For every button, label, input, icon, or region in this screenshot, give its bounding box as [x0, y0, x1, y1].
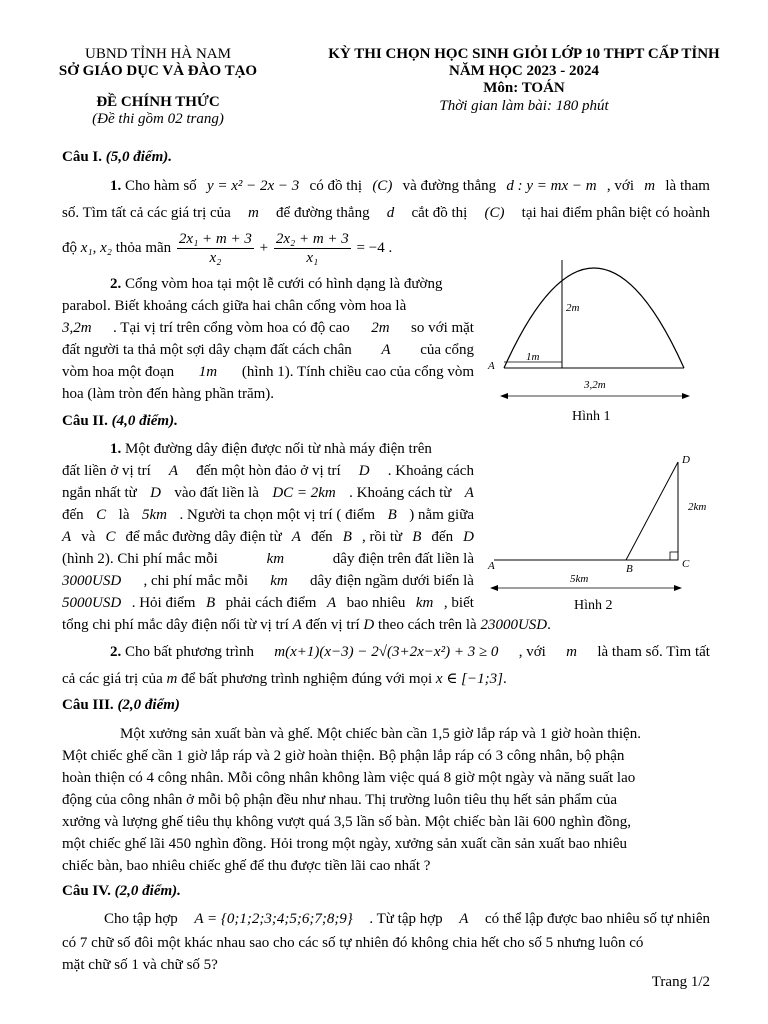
text: tại hai điểm phân biệt có hoành — [521, 205, 710, 221]
header-subject: Môn: TOÁN — [483, 80, 565, 96]
text: để mắc đường dây điện từ — [125, 529, 282, 545]
header-page-count: (Đề thi gồm 02 trang) — [92, 111, 224, 127]
text: Cho tập hợp — [104, 911, 178, 927]
math-m: m — [166, 671, 178, 687]
text: dây điện trên đất liền là — [332, 551, 474, 567]
fraction-2 — [274, 230, 351, 267]
text: đất người ta thả một sợi dây chạm đất cách chân — [62, 342, 352, 358]
text: là — [118, 507, 130, 523]
q2-title: Câu II. — [62, 413, 108, 429]
q2-p1-line6 — [62, 548, 474, 570]
text: , với — [606, 178, 634, 194]
text: động của công nhân ở mỗi bộ phận đều như nhau. Thị trường luôn tiêu thụ hết sản phẩm của — [62, 792, 618, 808]
text: ngắn nhất từ — [62, 485, 137, 501]
text: . Người ta chọn một vị trí ( điểm — [179, 507, 376, 523]
page-number: Trang 1/2 — [651, 974, 710, 990]
q3-line3 — [62, 767, 710, 789]
math-C: (C) — [372, 178, 393, 194]
text: và đường thẳng — [402, 178, 497, 194]
fig2-label-D: D — [682, 454, 690, 466]
math-inequality: m(x+1)(x−3) − 2√(3+2x−x²) + 3 ≥ 0 — [274, 644, 499, 660]
text: (hình 2). Chi phí mắc mỗi — [62, 551, 218, 567]
text: Cho hàm số — [125, 178, 197, 194]
q3-line4 — [62, 789, 710, 811]
arrow-right — [674, 585, 682, 591]
q1-heading — [62, 146, 710, 168]
header-school-year: NĂM HỌC 2023 - 2024 — [449, 63, 599, 79]
q4-title: Câu IV. — [62, 883, 111, 899]
q4-line1 — [62, 908, 710, 930]
math-A: A — [381, 342, 391, 358]
text: phải cách điểm — [225, 595, 317, 611]
q3-title: Câu III. — [62, 697, 114, 713]
fraction-2-denominator: x₁ — [306, 250, 319, 267]
fig2-label-5km: 5km — [570, 573, 589, 585]
text: Cổng vòm hoa tại một lễ cưới có hình dạng là đường — [125, 276, 443, 292]
q2-p2-line2 — [62, 668, 710, 690]
fig2-label-B: B — [626, 563, 633, 575]
fraction-1-denominator: x₂ — [209, 250, 222, 267]
text: hoàn thiện có 4 công nhân. Mỗi công nhân không làm việc quá 8 giờ một ngày và năng suất lao — [62, 770, 636, 786]
q2-p1-line3 — [62, 482, 474, 504]
q2-points: (4,0 điểm). — [111, 413, 178, 429]
math-A: A — [464, 485, 474, 501]
q1-p1-line2 — [62, 202, 710, 224]
text: thỏa mãn — [115, 240, 172, 256]
text: hoa (làm tròn đến hàng phần trăm). — [62, 386, 275, 402]
fig1-caption: Hình 1 — [572, 409, 611, 424]
q2-p1-line7 — [62, 570, 474, 592]
q2-p2-line1 — [62, 641, 710, 663]
text: dây điện ngầm dưới biển là — [310, 573, 474, 589]
header-time: Thời gian làm bài: 180 phút — [439, 98, 609, 114]
math-A: A — [291, 529, 301, 545]
text: Cho bất phương trình — [125, 644, 254, 660]
math-km: km — [270, 573, 288, 589]
math-A: A — [62, 529, 72, 545]
text: parabol. Biết khoảng cách giữa hai chân cổng vòm hoa là — [62, 298, 407, 314]
math-C: (C) — [484, 205, 505, 221]
text: là tham số. Tìm tất — [597, 644, 710, 660]
q4-heading — [62, 880, 710, 902]
math-D: D — [150, 485, 161, 501]
math-A: A — [292, 617, 302, 633]
q3-line6 — [62, 833, 710, 855]
q3-heading — [62, 694, 710, 716]
equation-end: = −4 . — [356, 240, 393, 256]
header-authority: UBND TỈNH HÀ NAM — [85, 46, 231, 62]
text: . Tại vị trí trên cổng vòm hoa có độ cao — [113, 320, 350, 336]
q1-p2-line1 — [62, 273, 474, 295]
fig2-label-2km: 2km — [688, 501, 707, 513]
fig2-label-C: C — [682, 558, 690, 570]
text: đến — [311, 529, 333, 545]
fraction-1 — [177, 230, 254, 267]
q1-title: Câu I. — [62, 149, 103, 165]
figure-1-parabola — [480, 250, 720, 430]
text: vào đất liền là — [174, 485, 259, 501]
q1-p1-num: 1. — [110, 178, 122, 194]
header-department: SỞ GIÁO DỤC VÀ ĐÀO TẠO — [58, 63, 258, 79]
right-angle-mark — [670, 552, 678, 560]
math-m: m — [566, 644, 578, 660]
text: có 7 chữ số đôi một khác nhau sao cho các số tự nhiên đó không chia hết cho số 5 nhưng luôn có — [62, 935, 644, 951]
text: cắt đồ thị — [411, 205, 468, 221]
math-23000usd: 23000USD — [480, 617, 548, 633]
q2-p1-line4 — [62, 504, 474, 526]
text: một chiếc ghế lãi 450 nghìn đồng. Hỏi trong một ngày, xưởng sản xuất cần sản xuất bao nhiêu — [62, 836, 627, 852]
q1-p2-line6 — [62, 383, 474, 405]
text: . Khoảng cách từ — [349, 485, 452, 501]
q4-line3 — [62, 954, 710, 976]
header-left — [52, 46, 264, 128]
math-3000usd: 3000USD — [62, 573, 122, 589]
text: và — [81, 529, 96, 545]
arrow-right — [682, 393, 690, 399]
math-C: C — [105, 529, 116, 545]
text: là tham — [665, 178, 710, 194]
math-x12: x₁, x₂ — [80, 240, 112, 256]
fig1-label-32m: 3,2m — [584, 379, 606, 391]
fraction-2-numerator: 2x₂ + m + 3 — [275, 231, 349, 248]
text: có đồ thị — [309, 178, 363, 194]
text: so với mặt — [411, 320, 474, 336]
math-m: m — [248, 205, 259, 221]
math-A: A — [326, 595, 337, 611]
q1-p2-line4 — [62, 339, 474, 361]
q3-points: (2,0 điểm) — [117, 697, 180, 713]
q2-p1-num: 1. — [110, 441, 122, 457]
q4-line2 — [62, 932, 710, 954]
fig2-caption: Hình 2 — [574, 598, 613, 613]
q3-line5 — [62, 811, 710, 833]
text: của cổng — [420, 342, 474, 358]
text: theo cách trên là — [378, 617, 477, 633]
text: độ — [62, 240, 77, 256]
q1-p2-line2 — [62, 295, 474, 317]
math-A: A — [168, 463, 179, 479]
q1-p1-line1 — [62, 175, 710, 197]
math-C: C — [96, 507, 107, 523]
text: . — [547, 617, 551, 633]
text: đến vị trí — [305, 617, 360, 633]
q3-line1 — [62, 723, 710, 745]
q3-line2 — [62, 745, 710, 767]
text: . Hỏi điểm — [131, 595, 196, 611]
text: xưởng và lượng ghế tiêu thụ không vượt quá 3,5 lần số bàn. Một chiếc bàn lãi 600 nghìn đồng, — [62, 814, 631, 830]
math-DC: DC = 2km — [272, 485, 336, 501]
text: , biết — [443, 595, 474, 611]
text: (hình 1). Tính chiều cao của cổng vòm — [241, 364, 474, 380]
text: ) nằm giữa — [409, 507, 474, 523]
text: đến — [62, 507, 84, 523]
math-interval: x ∈ [−1;3] — [435, 671, 503, 687]
q2-heading — [62, 410, 710, 432]
math-B: B — [387, 507, 397, 523]
math-32m: 3,2m — [62, 320, 92, 336]
math-D: D — [358, 463, 370, 479]
fig1-label-2m: 2m — [566, 302, 580, 314]
text: . Khoảng cách — [387, 463, 474, 479]
math-2m: 2m — [371, 320, 390, 336]
q2-p1-line2 — [62, 460, 474, 482]
math-D: D — [463, 529, 474, 545]
q2-p2-num: 2. — [110, 644, 122, 660]
q1-points: (5,0 điểm). — [105, 149, 172, 165]
text: . Từ tập hợp — [369, 911, 443, 927]
header-right — [318, 46, 730, 115]
arrow-left — [500, 393, 508, 399]
math-d: d — [386, 205, 395, 221]
fig1-label-A: A — [488, 360, 495, 372]
header-official: ĐỀ CHÍNH THỨC — [96, 94, 220, 110]
text: để bất phương trình nghiệm đúng với mọi — [181, 671, 433, 687]
math-km: km — [415, 595, 434, 611]
figure-2-triangle — [484, 450, 720, 618]
math-5km: 5km — [141, 507, 167, 523]
fig2-label-A: A — [488, 560, 495, 572]
math-A: A — [459, 911, 469, 927]
q3-line7 — [62, 855, 710, 877]
q2-p1-line8 — [62, 592, 474, 614]
q1-p2-num: 2. — [110, 276, 122, 292]
text: Một chiếc ghế cần 1 giờ lắp ráp và 2 giờ hoàn thiện. Bộ phận lắp ráp có 3 công nhân, bộ phận — [62, 748, 625, 764]
q4-points: (2,0 điểm). — [114, 883, 181, 899]
text: đất liền ở vị trí — [62, 463, 151, 479]
math-m: m — [644, 178, 656, 194]
math-set: A = {0;1;2;3;4;5;6;7;8;9} — [194, 911, 353, 927]
math-D: D — [363, 617, 375, 633]
text: , với — [518, 644, 546, 660]
text: . — [502, 671, 507, 687]
plus-sign: + — [259, 240, 269, 256]
math-B: B — [412, 529, 422, 545]
fig1-label-1m: 1m — [526, 351, 540, 363]
q2-p1-line5 — [62, 526, 474, 548]
text: có thể lập được bao nhiêu số tự nhiên — [485, 911, 710, 927]
math-function: y = x² − 2x − 3 — [206, 178, 300, 194]
text: đến — [431, 529, 454, 545]
header-exam-title: KỲ THI CHỌN HỌC SINH GIỎI LỚP 10 THPT CẤP TỈNH — [328, 46, 720, 62]
text: Một đường dây điện được nối từ nhà máy điện trên — [125, 441, 432, 457]
math-B: B — [205, 595, 216, 611]
text: , rồi từ — [361, 529, 403, 545]
text: chiếc bàn, bao nhiêu chiếc ghế để thu được tiền lãi cao nhất ? — [62, 858, 431, 874]
text: mặt chữ số 1 và chữ số 5? — [62, 957, 218, 973]
q2-p1-line1 — [62, 438, 474, 460]
math-5000usd: 5000USD — [62, 595, 122, 611]
text: bao nhiêu — [346, 595, 406, 611]
text: Một xưởng sản xuất bàn và ghế. Một chiếc bàn cần 1,5 giờ lắp ráp và 1 giờ hoàn thiện. — [120, 726, 641, 742]
text: cả các giá trị của — [62, 671, 163, 687]
arrow-left — [490, 585, 498, 591]
segment-BD — [626, 462, 678, 560]
text: , chi phí mắc mỗi — [143, 573, 248, 589]
q1-p2-line5 — [62, 361, 474, 383]
math-line: d : y = mx − m — [506, 178, 597, 194]
text: vòm hoa một đoạn — [62, 364, 175, 380]
math-1m: 1m — [198, 364, 218, 380]
q1-p2-line3 — [62, 317, 474, 339]
text: số. Tìm tất cả các giá trị của — [62, 205, 231, 221]
text: tổng chi phí mắc dây điện nối từ vị trí — [62, 617, 289, 633]
math-km: km — [266, 551, 285, 567]
fraction-1-numerator: 2x₁ + m + 3 — [178, 231, 252, 248]
math-B: B — [342, 529, 352, 545]
text: đến một hòn đảo ở vị trí — [196, 463, 341, 479]
text: để đường thẳng — [276, 205, 370, 221]
